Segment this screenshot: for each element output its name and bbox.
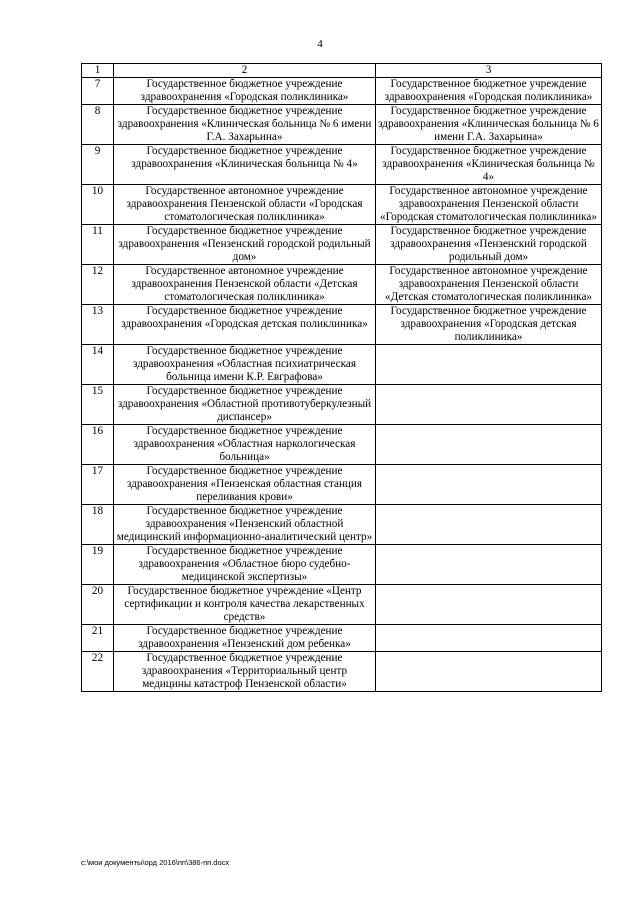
institution-name: Государственное автономное учреждение здравоохранения Пензенской области «Городская стоматологическая поликлиника» bbox=[114, 185, 376, 225]
table-header-row bbox=[82, 64, 602, 78]
page-number: 4 bbox=[317, 38, 323, 50]
row-number: 16 bbox=[82, 425, 114, 465]
institution-name-col3 bbox=[376, 505, 602, 545]
institution-name: Государственное бюджетное учреждение здравоохранения «Пензенский дом ребенка» bbox=[114, 625, 376, 652]
row-number: 14 bbox=[82, 345, 114, 385]
row-number: 12 bbox=[82, 265, 114, 305]
row-number: 13 bbox=[82, 305, 114, 345]
table-row bbox=[82, 305, 602, 345]
header-col-2: 2 bbox=[114, 64, 376, 78]
header-col-1: 1 bbox=[82, 64, 114, 78]
institution-name: Государственное автономное учреждение здравоохранения Пензенской области «Детская стоматологическая поликлиника» bbox=[114, 265, 376, 305]
institution-name-col3: Государственное автономное учреждение здравоохранения Пензенской области «Детская стоматологическая поликлиника» bbox=[376, 265, 602, 305]
institution-name-col3: Государственное бюджетное учреждение здравоохранения «Клиническая больница № 4» bbox=[376, 145, 602, 185]
institution-name-col3 bbox=[376, 652, 602, 692]
table-row bbox=[82, 585, 602, 625]
institution-name-col3: Государственное автономное учреждение здравоохранения Пензенской области «Городская стоматологическая поликлиника» bbox=[376, 185, 602, 225]
table-row bbox=[82, 465, 602, 505]
row-number: 19 bbox=[82, 545, 114, 585]
row-number: 20 bbox=[82, 585, 114, 625]
institution-name: Государственное бюджетное учреждение здравоохранения «Пензенский городской родильный дом» bbox=[114, 225, 376, 265]
table-row bbox=[82, 652, 602, 692]
table-row bbox=[82, 78, 602, 105]
institution-name-col3: Государственное бюджетное учреждение здравоохранения «Городская поликлиника» bbox=[376, 78, 602, 105]
row-number: 9 bbox=[82, 145, 114, 185]
institution-name: Государственное бюджетное учреждение здравоохранения «Городская поликлиника» bbox=[114, 78, 376, 105]
table-row bbox=[82, 145, 602, 185]
row-number: 22 bbox=[82, 652, 114, 692]
institution-name-col3 bbox=[376, 385, 602, 425]
institution-name-col3: Государственное бюджетное учреждение здравоохранения «Пензенский городской родильный дом» bbox=[376, 225, 602, 265]
table-row bbox=[82, 505, 602, 545]
institution-name-col3 bbox=[376, 625, 602, 652]
row-number: 7 bbox=[82, 78, 114, 105]
institution-name: Государственное бюджетное учреждение здравоохранения «Пензенский областной медицинский информационно-аналитический центр» bbox=[114, 505, 376, 545]
table-row bbox=[82, 185, 602, 225]
institution-name: Государственное бюджетное учреждение здравоохранения «Областная наркологическая больница» bbox=[114, 425, 376, 465]
row-number: 11 bbox=[82, 225, 114, 265]
header-col-3: 3 bbox=[376, 64, 602, 78]
institution-name: Государственное бюджетное учреждение здравоохранения «Городская детская поликлиника» bbox=[114, 305, 376, 345]
institution-name-col3 bbox=[376, 545, 602, 585]
institution-name-col3: Государственное бюджетное учреждение здравоохранения «Клиническая больница № 6 имени Г.А. Захарьина» bbox=[376, 105, 602, 145]
row-number: 10 bbox=[82, 185, 114, 225]
institution-name: Государственное бюджетное учреждение здравоохранения «Клиническая больница № 6 имени Г.А. Захарьина» bbox=[114, 105, 376, 145]
file-path-footer: c:\мои документы\орд 2016\пп\386-пп.docx bbox=[81, 858, 230, 867]
row-number: 21 bbox=[82, 625, 114, 652]
institution-name-col3 bbox=[376, 345, 602, 385]
row-number: 17 bbox=[82, 465, 114, 505]
institution-name-col3 bbox=[376, 465, 602, 505]
table-row bbox=[82, 545, 602, 585]
table-row bbox=[82, 425, 602, 465]
institution-name-col3: Государственное бюджетное учреждение здравоохранения «Городская детская поликлиника» bbox=[376, 305, 602, 345]
institution-name-col3 bbox=[376, 425, 602, 465]
row-number: 18 bbox=[82, 505, 114, 545]
table-row bbox=[82, 345, 602, 385]
table-row bbox=[82, 625, 602, 652]
institution-name: Государственное бюджетное учреждение здравоохранения «Областная психиатрическая больница имени К.Р. Евграфова» bbox=[114, 345, 376, 385]
row-number: 15 bbox=[82, 385, 114, 425]
institution-name: Государственное бюджетное учреждение здравоохранения «Областное бюро судебно-медицинской экспертизы» bbox=[114, 545, 376, 585]
table-row bbox=[82, 265, 602, 305]
table-row bbox=[82, 385, 602, 425]
row-number: 8 bbox=[82, 105, 114, 145]
institution-name: Государственное бюджетное учреждение здравоохранения «Областной противотуберкулезный диспансер» bbox=[114, 385, 376, 425]
institutions-table bbox=[81, 63, 602, 692]
table-row bbox=[82, 105, 602, 145]
institution-name: Государственное бюджетное учреждение «Центр сертификации и контроля качества лекарственных средств» bbox=[114, 585, 376, 625]
institution-name: Государственное бюджетное учреждение здравоохранения «Территориальный центр медицины катастроф Пензенской области» bbox=[114, 652, 376, 692]
institution-name-col3 bbox=[376, 585, 602, 625]
institution-name: Государственное бюджетное учреждение здравоохранения «Клиническая больница № 4» bbox=[114, 145, 376, 185]
table-row bbox=[82, 225, 602, 265]
institution-name: Государственное бюджетное учреждение здравоохранения «Пензенская областная станция переливания крови» bbox=[114, 465, 376, 505]
